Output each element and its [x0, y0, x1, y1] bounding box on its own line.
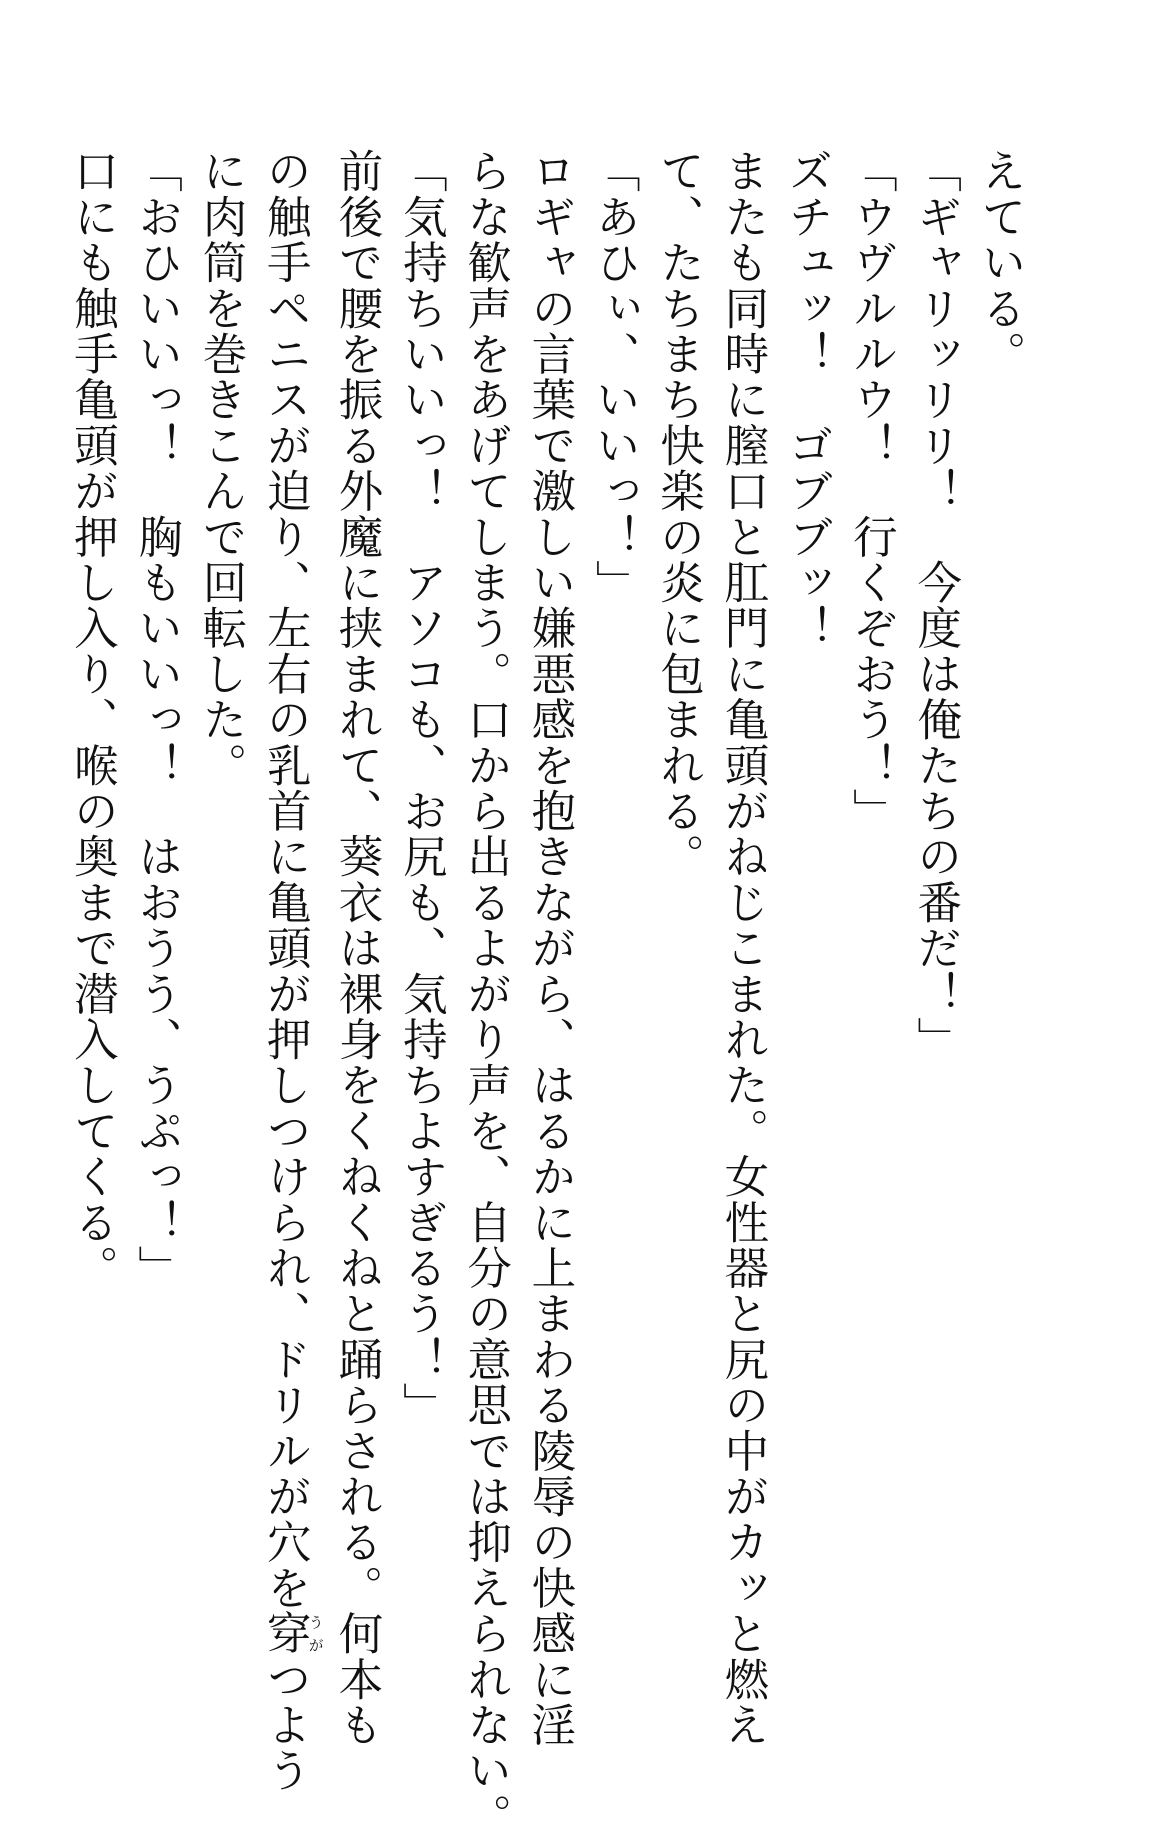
text-line: 「気持ちいいっ！ アソコも、お尻も、気持ちよすぎるう！」 [395, 148, 447, 1428]
ruby-word [259, 1610, 325, 1657]
vertical-text-body [66, 148, 1031, 1839]
text-line: またも同時に膣口と肛門に亀頭がねじこまれた。女性器と尻の中がカッと燃え [716, 148, 768, 1748]
text-line-with-ruby [252, 148, 325, 1794]
text-line: 口にも触手亀頭が押し入り、喉の奥まで潜入してくる。 [66, 148, 118, 1291]
text-line: 「あひぃ、いいっ！」 [588, 148, 640, 605]
text-line: て、たちまち快楽の炎に包まれる。 [652, 148, 704, 880]
text-line: に肉筒を巻きこんで回転した。 [194, 148, 246, 788]
text-segment: の触手ペニスが迫り、左右の乳首に亀頭が押しつけられ、ドリルが穴を [259, 148, 311, 1611]
text-line: 「ギャリッリリ！ 今度は俺たちの番だ！」 [909, 148, 961, 1062]
text-line: 前後で腰を振る外魔に挟まれて、葵衣は裸身をくねくねと踊らされる。何本も [331, 148, 383, 1748]
ruby-base: 穿 [259, 1610, 311, 1657]
text-line: ロギャの言葉で激しい嫌悪感を抱きながら、はるかに上まわる陵辱の快感に淫 [523, 148, 575, 1748]
text-line: ズチュッ！ ゴブブッ！ [781, 148, 833, 651]
text-line: 「おひいいっ！ 胸もいいっ！ はおうう、うぷっ！」 [130, 148, 182, 1291]
text-line: 「ウヴルルウ！ 行くぞおう！」 [845, 148, 897, 834]
text-segment: つよう [259, 1656, 311, 1794]
text-line: らな歓声をあげてしまう。口から出るよがり声を、自分の意思では抑えられない。 [459, 148, 511, 1839]
text-line: えている。 [974, 148, 1025, 377]
ruby-reading: うが [306, 1610, 325, 1657]
